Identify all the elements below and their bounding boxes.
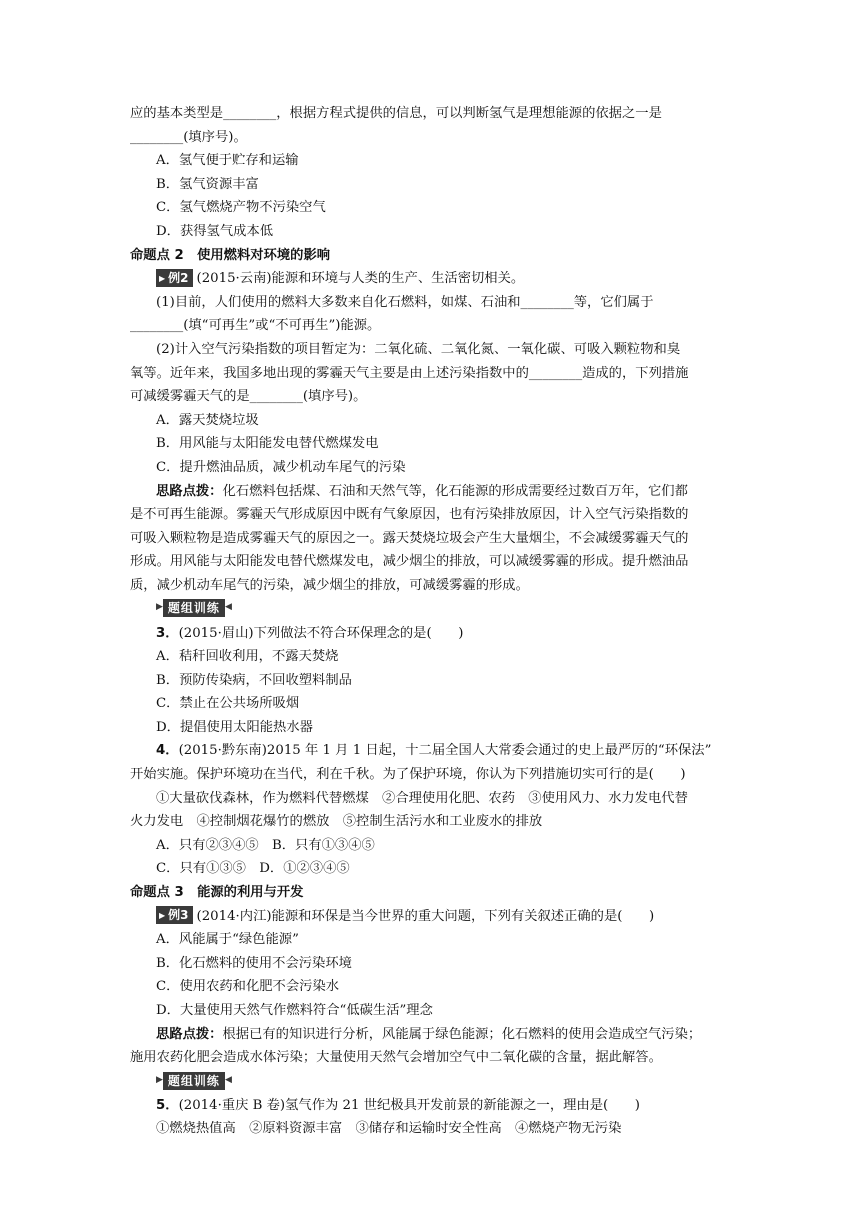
practice-line xyxy=(130,597,730,621)
practice-badge: ▶ 题组训练 ◀ xyxy=(156,596,232,620)
option-b: B．用风能与太阳能发电替代燃煤发电 xyxy=(156,436,379,452)
option-a: A．氢气便于贮存和运输 xyxy=(156,153,299,169)
option-c: C．禁止在公共场所吸烟 xyxy=(156,696,300,712)
practice-badge: ▶ 题组训练 ◀ xyxy=(156,1069,232,1093)
text-line: 火力发电 ④控制烟花爆竹的燃放 ⑤控制生活污水和工业废水的排放 xyxy=(130,814,543,830)
text-line: 可吸入颗粒物是造成雾霾天气的原因之一。露天焚烧垃圾会产生大量烟尘，不会减缓雾霾天气的 xyxy=(130,530,689,546)
text-line: (1)目前，人们使用的燃料大多数来自化石燃料，如煤、石油和________等，它们属于 xyxy=(156,294,654,310)
example-badge: ▶ 例2 xyxy=(156,269,193,287)
text-line: ①燃烧热值高 ②原料资源丰富 ③储存和运输时安全性高 ④燃烧产物无污染 xyxy=(156,1121,622,1137)
text-line: 氧等。近年来，我国多地出现的雾霾天气主要是由上述污染指数中的________造成的，下列措施 xyxy=(130,365,689,381)
text-line: 开始实施。保护环境功在当代，利在千秋。为了保护环境，你认为下列措施切实可行的是( ) xyxy=(130,767,686,783)
example-line: ▶ 例3 (2014·内江)能源和环保是当今世界的重大问题，下列有关叙述正确的是( ) xyxy=(130,905,730,929)
question-4: 4．(2015·黔东南)2015 年 1 月 1 日起，十二届全国人大常委会通过的史上最严厉的“环保法” xyxy=(156,743,712,759)
option-d: D．大量使用天然气作燃料符合“低碳生活”理念 xyxy=(156,1003,433,1019)
option-ab: A．只有②③④⑤ B．只有①③④⑤ xyxy=(156,837,375,853)
arrow-left-icon: ◀ xyxy=(224,602,232,613)
option-b: B．氢气资源丰富 xyxy=(156,176,259,192)
text-line: ①大量砍伐森林，作为燃料代替燃煤 ②合理使用化肥、农药 ③使用风力、水力发电代替 xyxy=(156,790,688,806)
option-a: A．露天焚烧垃圾 xyxy=(156,412,259,428)
text-line: (2)计入空气污染指数的项目暂定为：二氧化硫、二氧化氮、一氧化碳、可吸入颗粒物和臭 xyxy=(156,341,681,357)
text-line: 质，减少机动车尾气的污染，减少烟尘的排放，可减缓雾霾的形成。 xyxy=(130,577,529,593)
hint-label: 思路点拨： xyxy=(156,483,223,499)
hint-line: 思路点拨：根据已有的知识进行分析，风能属于绿色能源；化石燃料的使用会造成空气污染； xyxy=(156,1026,702,1042)
section-heading: 命题点 3 能源的利用与开发 xyxy=(130,885,304,901)
option-b: B．化石燃料的使用不会污染环境 xyxy=(156,955,352,971)
option-c: C．氢气燃烧产物不污染空气 xyxy=(156,200,326,216)
arrow-right-icon: ▶ xyxy=(156,602,163,613)
arrow-left-icon: ◀ xyxy=(224,1074,232,1085)
hint-label: 思路点拨： xyxy=(156,1026,223,1042)
text-line: 可减缓雾霾天气的是________(填序号)。 xyxy=(130,389,367,405)
option-a: A．风能属于“绿色能源” xyxy=(156,932,299,948)
document-page xyxy=(130,102,730,1141)
text-line: 形成。用风能与太阳能发电替代燃煤发电，减少烟尘的排放，可以减缓雾霾的形成。提升燃油品 xyxy=(130,554,689,570)
question-3: 3．(2015·眉山)下列做法不符合环保理念的是( ) xyxy=(156,625,464,641)
option-d: D．获得氢气成本低 xyxy=(156,223,274,239)
text-line: 应的基本类型是________，根据方程式提供的信息，可以判断氢气是理想能源的依据之一是 xyxy=(130,106,662,121)
play-icon: ▶ xyxy=(159,911,166,921)
text-line: 是不可再生能源。雾霾天气形成原因中既有气象原因，也有污染排放原因，计入空气污染指数的 xyxy=(130,507,689,523)
play-icon: ▶ xyxy=(159,273,166,283)
option-d: D．提倡使用太阳能热水器 xyxy=(156,719,313,735)
option-a: A．秸秆回收利用，不露天焚烧 xyxy=(156,649,339,665)
example-badge: ▶ 例3 xyxy=(156,906,193,924)
section-heading: 命题点 2 使用燃料对环境的影响 xyxy=(130,247,331,263)
text-line: 施用农药化肥会造成水体污染；大量使用天然气会增加空气中二氧化碳的含量，据此解答。 xyxy=(130,1050,662,1066)
text-line: ________(填“可再生”或“不可再生”)能源。 xyxy=(130,318,381,334)
text-line: ________(填序号)。 xyxy=(130,129,247,145)
hint-line: 思路点拨：化石燃料包括煤、石油和天然气等，化石能源的形成需要经过数百万年，它们都 xyxy=(156,483,688,499)
option-c: C．使用农药和化肥不会污染水 xyxy=(156,979,340,995)
practice-line xyxy=(130,1070,730,1094)
option-cd: C．只有①③⑤ D．①②③④⑤ xyxy=(156,861,350,877)
example-line: ▶ 例2 (2015·云南)能源和环境与人类的生产、生活密切相关。 xyxy=(130,267,730,291)
arrow-right-icon: ▶ xyxy=(156,1074,163,1085)
option-b: B．预防传染病，不回收塑料制品 xyxy=(156,672,352,688)
option-c: C．提升燃油品质，减少机动车尾气的污染 xyxy=(156,459,406,475)
question-5: 5．(2014·重庆 B 卷)氢气作为 21 世纪极具开发前景的新能源之一，理由是( ) xyxy=(156,1097,640,1113)
